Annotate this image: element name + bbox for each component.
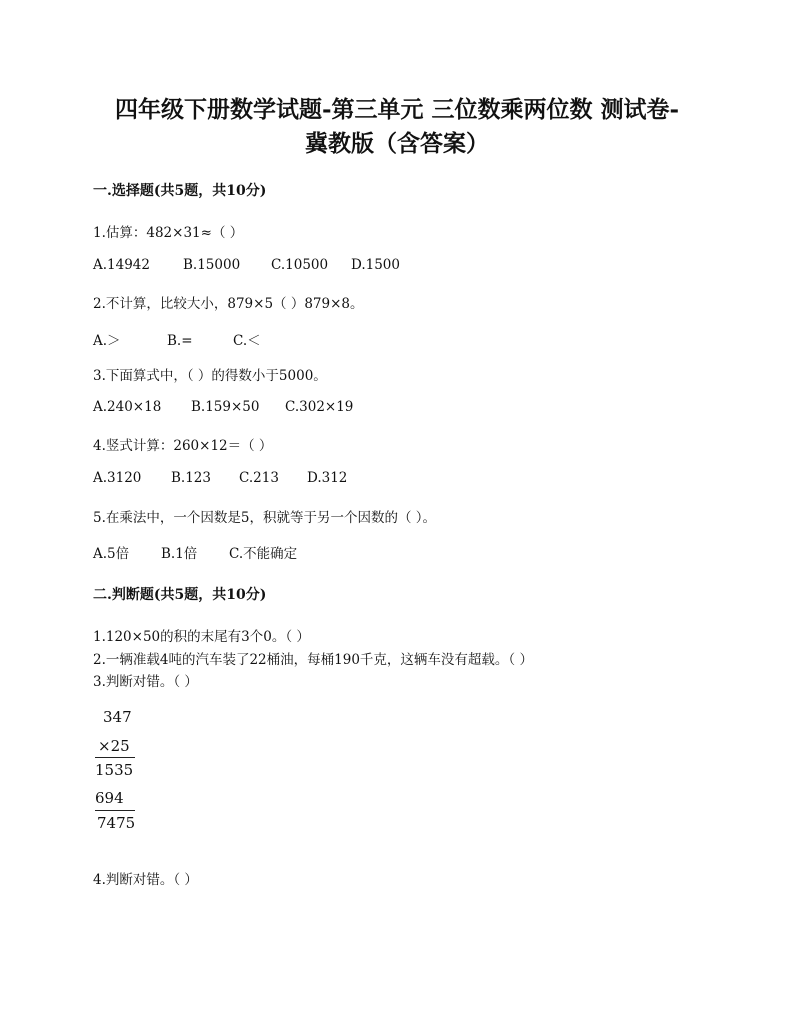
judgment-2: 2.一辆准载4吨的汽车装了22桶油，每桶190千克，这辆车没有超载。（ ） [93,652,533,668]
option-d: D.312 [307,470,348,486]
title-line-2: 冀教版（含答案） [305,130,489,157]
question-2: 2.不计算，比较大小，879×5（ ）879×8。 [93,296,364,312]
question-3: 3.下面算式中，（ ）的得数小于5000。 [93,368,327,384]
option-a: A.5倍 [93,546,130,562]
judgment-1: 1.120×50的积的末尾有3个0。（ ） [93,629,310,645]
option-b: B.1倍 [161,546,198,562]
judgment-3: 3.判断对错。（ ） [93,674,198,690]
question-3-options [93,399,353,415]
question-4-options [93,470,347,486]
option-a: A.14942 [93,257,150,273]
question-5: 5.在乘法中，一个因数是5，积就等于另一个因数的（ ）。 [93,510,437,526]
option-c: C.不能确定 [229,546,298,562]
question-5-options [93,542,297,562]
option-a: A.240×18 [93,399,162,415]
option-c: C.10500 [271,257,329,273]
product-result: 7475 [97,814,136,832]
judgment-4: 4.判断对错。（ ） [93,872,198,888]
question-4: 4.竖式计算：260×12＝（ ） [93,438,273,454]
option-d: D.1500 [351,257,400,273]
question-2-options [93,329,261,349]
multiplier: ×25 [98,737,130,755]
option-b: B.15000 [183,257,241,273]
partial-product-1: 1535 [95,761,134,779]
question-1-options [93,257,400,273]
option-a: A.＞ [93,333,121,349]
calc-rule-1 [95,757,135,758]
option-c: C.302×19 [285,399,354,415]
multiplicand: 347 [103,708,132,726]
partial-product-2: 694 [95,789,124,807]
option-b: B.= [167,333,193,349]
option-b: B.159×50 [191,399,260,415]
title-line-1: 四年级下册数学试题-第三单元 三位数乘两位数 测试卷- [114,96,680,123]
option-c: C.213 [239,470,279,486]
calc-rule-2 [95,810,135,811]
section-heading-choice: 一.选择题(共5题，共10分) [93,183,267,199]
section-heading-judgment: 二.判断题(共5题，共10分) [93,587,267,603]
option-c: C.＜ [233,333,261,349]
question-1: 1.估算：482×31≈（ ） [93,225,244,241]
option-b: B.123 [171,470,211,486]
option-a: A.3120 [93,470,142,486]
